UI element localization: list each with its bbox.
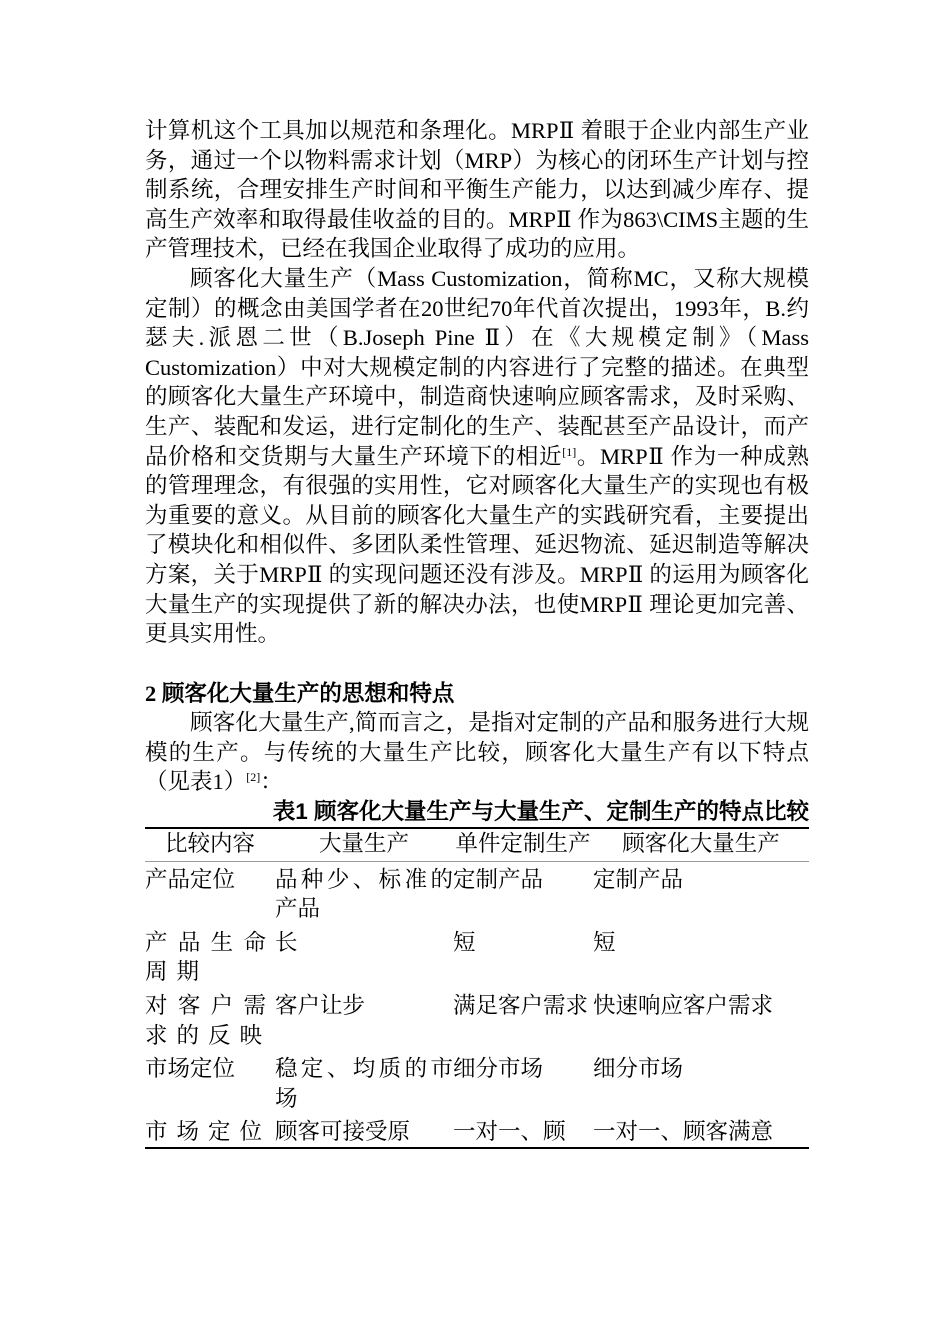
table-row xyxy=(145,1054,809,1117)
table-row xyxy=(145,1117,809,1148)
table-cell: 产品定位 xyxy=(145,866,236,892)
paragraph-text: 。MRPⅡ 作为一种成熟的管理理念，有很强的实用性，它对顾客化大量生产的实现也有极为重要的意义。从目前的顾客化大量生产的实践研究看，主要提出了模块化和相似件、多团队柔性管理、延迟物流、延迟制造等解决方案，关于MRPⅡ 的实现问题还没有涉及。MRPⅡ 的运用为顾客化大量生产的实现提供了新的解决办法，也使MRPⅡ 理论更加完善、更具实用性。 xyxy=(145,443,809,647)
paragraph-mrp-intro: 计算机这个工具加以规范和条理化。MRPⅡ 着眼于企业内部生产业务，通过一个以物料需求计划（MRP）为核心的闭环生产计划与控制系统，合理安排生产时间和平衡生产能力，以达到减少库存、提高生产效率和取得最佳收益的目的。MRPⅡ 作为863\CIMS主题的生产管理技术，已经在我国企业取得了成功的应用。 xyxy=(145,118,809,262)
table-row xyxy=(145,991,809,1054)
table-cell: 定制产品 xyxy=(593,866,684,892)
table-cell: 长 xyxy=(275,929,298,955)
table-cell: 市场定位 xyxy=(145,1056,236,1082)
table-cell: 短 xyxy=(453,929,476,955)
column-header: 顾客化大量生产 xyxy=(622,831,780,857)
table-cell: 一对一、顾 xyxy=(453,1119,566,1145)
table-cell: 满足客户需求 xyxy=(453,993,589,1019)
table-cell: 对客户需求的反映 xyxy=(145,993,275,1048)
citation-ref: [2] xyxy=(246,770,261,785)
table-row xyxy=(145,928,809,991)
table-row xyxy=(145,861,809,928)
citation-ref: [1] xyxy=(562,444,577,459)
section-heading: 2 顾客化大量生产的思想和特点 xyxy=(145,680,455,706)
table-cell: 稳定、均质的市场 xyxy=(275,1056,453,1111)
table-cell: 定制产品 xyxy=(453,866,544,892)
table-cell: 细分市场 xyxy=(593,1056,684,1082)
table-cell: 顾客可接受原 xyxy=(275,1119,411,1145)
column-header: 大量生产 xyxy=(318,831,409,857)
paragraph-text: 顾客化大量生产（Mass Customization，简称MC，又称大规模定制）的概念由美国学者在20世纪70年代首次提出，1993年，B.约瑟夫.派恩二世（B.Joseph Pine Ⅱ）在《大规模定制》（Mass Customization）中对大规模定制的内容进行了完整的描述。在典型的顾客化大量生产环境中，制造商快速响应顾客需求，及时采购、生产、装配和发运，进行定制化的生产、装配甚至产品设计，而产品价格和交货期与大量生产环境下的相近 xyxy=(145,265,809,469)
table-cell: 市场定位 xyxy=(145,1119,272,1145)
paragraph-text: 顾客化大量生产,简而言之，是指对定制的产品和服务进行大规模的生产。与传统的大量生产比较，顾客化大量生产有以下特点（见表1） xyxy=(145,710,809,795)
table-cell: 客户让步 xyxy=(275,993,366,1019)
column-header: 单件定制生产 xyxy=(455,831,591,857)
document-page xyxy=(145,116,809,1149)
table-cell: 细分市场 xyxy=(453,1056,544,1082)
paragraph-mass-customization xyxy=(145,264,809,649)
table-caption: 表1 顾客化大量生产与大量生产、定制生产的特点比较 xyxy=(272,799,809,825)
paragraph-text: ： xyxy=(260,769,283,795)
table-cell: 一对一、顾客满意 xyxy=(593,1119,774,1145)
table-cell: 快速响应客户需求 xyxy=(593,993,774,1019)
comparison-table xyxy=(145,827,809,1149)
table-cell: 产品生命周期 xyxy=(145,929,275,985)
paragraph-section-intro xyxy=(145,708,809,797)
table-header-row xyxy=(145,828,809,861)
table-cell: 短 xyxy=(593,929,616,955)
table-cell: 品种少、标准的产品 xyxy=(275,866,453,922)
column-header: 比较内容 xyxy=(164,831,255,857)
